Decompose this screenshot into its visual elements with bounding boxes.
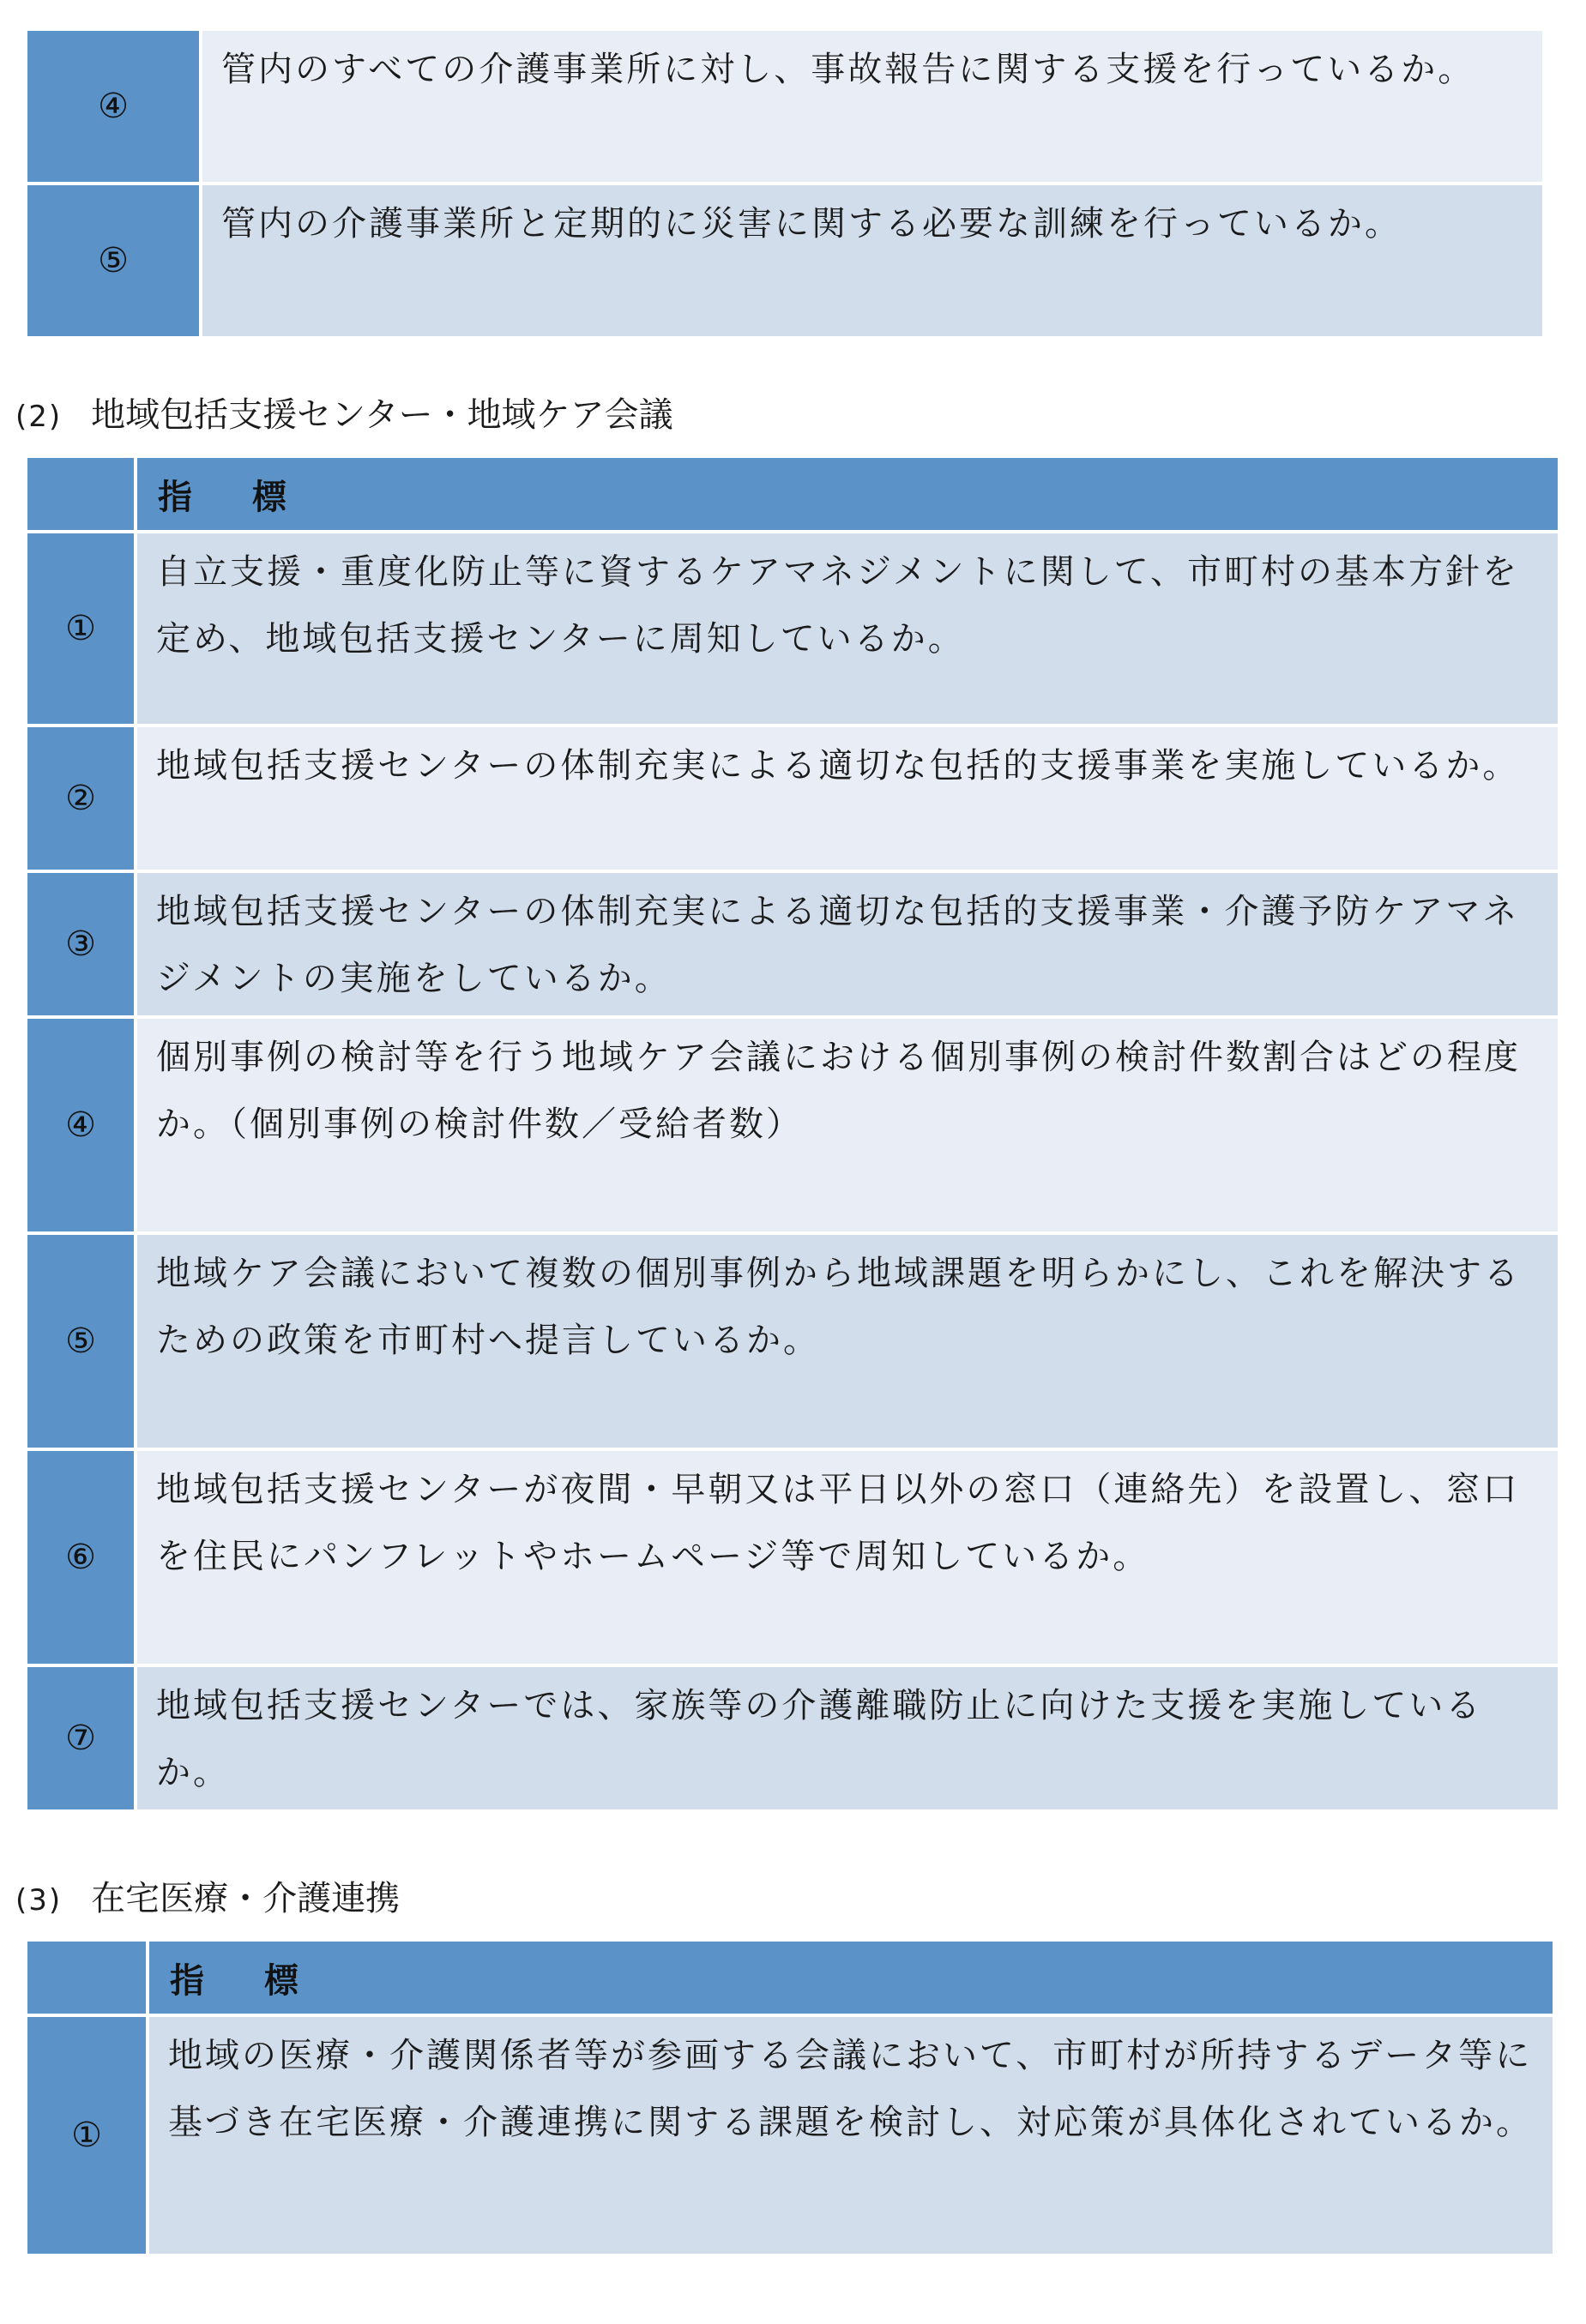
table-row bbox=[27, 1019, 1558, 1231]
section-3-title bbox=[15, 1876, 400, 1923]
row-index: ④ bbox=[27, 1019, 137, 1231]
header-index-cell bbox=[27, 458, 137, 530]
header-index-cell bbox=[27, 1942, 149, 2014]
table-row bbox=[27, 185, 1542, 336]
row-text: 地域包括支援センターが夜間・早朝又は平日以外の窓口（連絡先）を設置し、窓口を住民にパンフレットやホームページ等で周知しているか。 bbox=[137, 1451, 1558, 1664]
table-row bbox=[27, 31, 1542, 182]
section-number: (3) bbox=[15, 1883, 63, 1918]
table-row bbox=[27, 1235, 1558, 1448]
section-number: (2) bbox=[15, 400, 63, 434]
row-text: 地域の医療・介護関係者等が参画する会議において、市町村が所持するデータ等に基づき在宅医療・介護連携に関する課題を検討し、対応策が具体化されているか。 bbox=[149, 2017, 1553, 2254]
row-text: 地域包括支援センターの体制充実による適切な包括的支援事業・介護予防ケアマネジメントの実施をしているか。 bbox=[137, 873, 1558, 1015]
section-2-title bbox=[15, 393, 673, 439]
row-text: 地域包括支援センターでは、家族等の介護離職防止に向けた支援を実施しているか。 bbox=[137, 1667, 1558, 1809]
table-header bbox=[27, 1942, 1553, 2014]
table-header bbox=[27, 458, 1558, 530]
table-row bbox=[27, 1451, 1558, 1664]
section-heading: 在宅医療・介護連携 bbox=[91, 1879, 401, 1918]
row-text: 管内のすべての介護事業所に対し、事故報告に関する支援を行っているか。 bbox=[202, 31, 1542, 182]
row-index: ⑦ bbox=[27, 1667, 137, 1809]
row-index: ④ bbox=[27, 31, 202, 182]
table-row bbox=[27, 1667, 1558, 1809]
row-index: ② bbox=[27, 727, 137, 870]
section-heading: 地域包括支援センター・地域ケア会議 bbox=[91, 395, 673, 435]
section-2-table bbox=[27, 455, 1558, 1813]
row-text: 地域ケア会議において複数の個別事例から地域課題を明らかにし、これを解決するための政策を市町村へ提言しているか。 bbox=[137, 1235, 1558, 1448]
header-label: 指 標 bbox=[149, 1942, 1553, 2014]
row-text: 自立支援・重度化防止等に資するケアマネジメントに関して、市町村の基本方針を定め、地域包括支援センターに周知しているか。 bbox=[137, 533, 1558, 724]
row-index: ⑤ bbox=[27, 1235, 137, 1448]
table-row bbox=[27, 727, 1558, 870]
header-label: 指 標 bbox=[137, 458, 1558, 530]
table-row bbox=[27, 533, 1558, 724]
row-index: ③ bbox=[27, 873, 137, 1015]
row-index: ① bbox=[27, 533, 137, 724]
table-row bbox=[27, 2017, 1553, 2254]
row-text: 地域包括支援センターの体制充実による適切な包括的支援事業を実施しているか。 bbox=[137, 727, 1558, 870]
row-index: ⑤ bbox=[27, 185, 202, 336]
section-3-table bbox=[27, 1938, 1553, 2257]
top-indicator-table bbox=[27, 27, 1542, 340]
row-text: 個別事例の検討等を行う地域ケア会議における個別事例の検討件数割合はどの程度か。（個別事例の検討件数／受給者数） bbox=[137, 1019, 1558, 1231]
row-index: ① bbox=[27, 2017, 149, 2254]
row-text: 管内の介護事業所と定期的に災害に関する必要な訓練を行っているか。 bbox=[202, 185, 1542, 336]
row-index: ⑥ bbox=[27, 1451, 137, 1664]
table-row bbox=[27, 873, 1558, 1015]
